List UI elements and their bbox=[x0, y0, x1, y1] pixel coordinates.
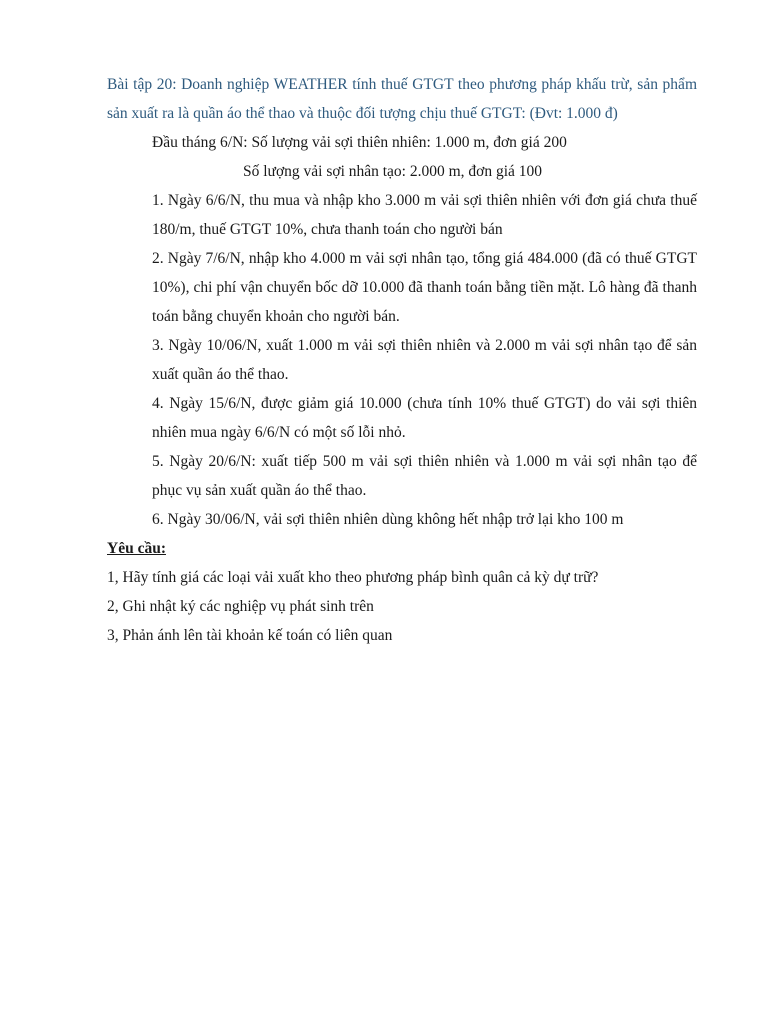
requirement-item: 3, Phản ánh lên tài khoản kế toán có liên quan bbox=[107, 627, 393, 644]
requirement-item: 1, Hãy tính giá các loại vải xuất kho theo phương pháp bình quân cả kỳ dự trữ? bbox=[107, 569, 599, 586]
transaction-item-4: 4. Ngày 15/6/N, được giảm giá 10.000 (chưa tính 10% thuế GTGT) do vải sợi thiên nhiên mua ngày 6/6/N có một số lỗi nhỏ. bbox=[152, 395, 697, 441]
transaction-item-2: 2. Ngày 7/6/N, nhập kho 4.000 m vải sợi nhân tạo, tổng giá 484.000 (đã có thuế GTGT 10%), chi phí vận chuyển bốc dỡ 10.000 đã thanh toán bằng tiền mặt. Lô hàng đã thanh toán bằng chuyển khoản cho người bán. bbox=[152, 250, 697, 325]
exercise-title: Bài tập 20: Doanh nghiệp WEATHER tính thuế GTGT theo phương pháp khấu trừ, sản phẩm sản xuất ra là quần áo thể thao và thuộc đối tượng chịu thuế GTGT: (Đvt: 1.000 đ) bbox=[107, 76, 697, 122]
transaction-item-5: 5. Ngày 20/6/N: xuất tiếp 500 m vải sợi thiên nhiên và 1.000 m vải sợi nhân tạo để phục vụ sản xuất quần áo thể thao. bbox=[152, 453, 697, 499]
requirement-item: 2, Ghi nhật ký các nghiệp vụ phát sinh trên bbox=[107, 598, 374, 615]
requirements-heading: Yêu cầu: bbox=[107, 540, 166, 557]
opening-balance-natural: Đầu tháng 6/N: Số lượng vải sợi thiên nhiên: 1.000 m, đơn giá 200 bbox=[152, 134, 567, 151]
transaction-item-3: 3. Ngày 10/06/N, xuất 1.000 m vải sợi thiên nhiên và 2.000 m vải sợi nhân tạo để sản xuất quần áo thể thao. bbox=[152, 337, 697, 383]
transaction-item-1: 1. Ngày 6/6/N, thu mua và nhập kho 3.000 m vải sợi thiên nhiên với đơn giá chưa thuế 180/m, thuế GTGT 10%, chưa thanh toán cho người bán bbox=[152, 192, 697, 238]
transaction-item-6: 6. Ngày 30/06/N, vải sợi thiên nhiên dùng không hết nhập trở lại kho 100 m bbox=[152, 511, 624, 528]
opening-balance-synthetic: Số lượng vải sợi nhân tạo: 2.000 m, đơn giá 100 bbox=[243, 163, 543, 180]
